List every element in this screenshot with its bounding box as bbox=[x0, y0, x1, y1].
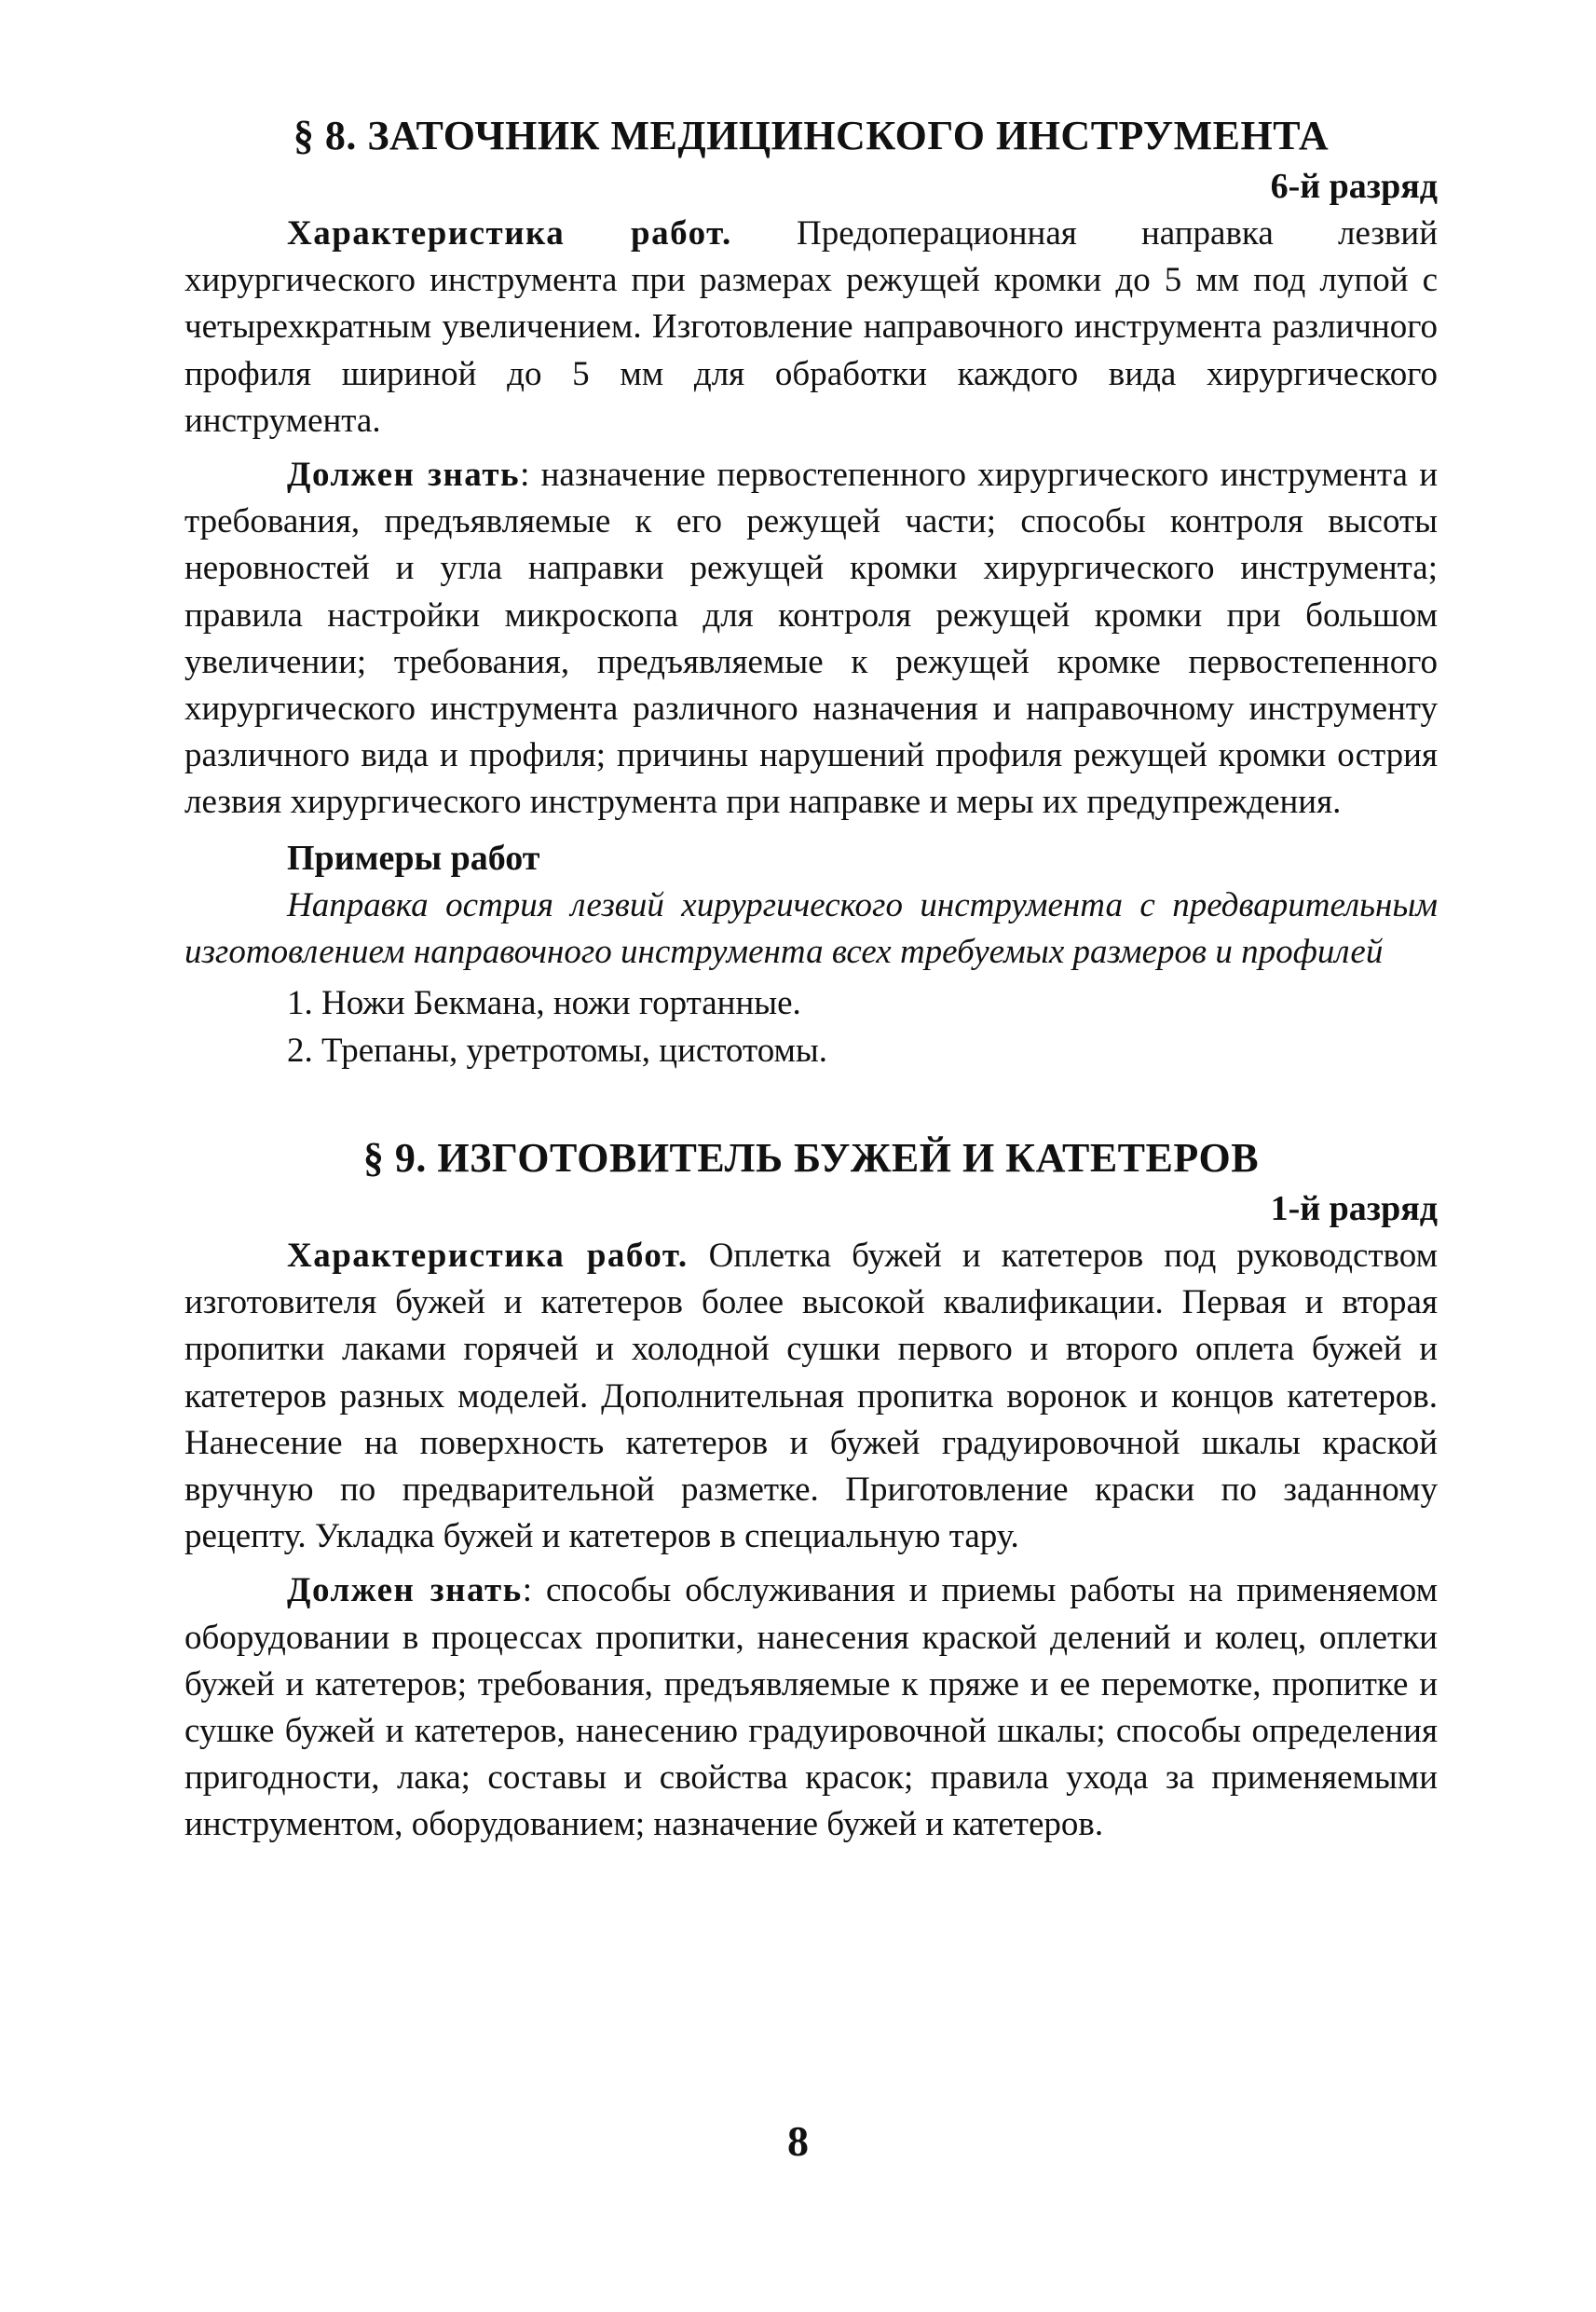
knowledge-label: Должен знать bbox=[287, 1571, 523, 1610]
section-8-knowledge bbox=[184, 452, 1438, 827]
page-number: 8 bbox=[787, 2117, 809, 2165]
section-9-characteristic bbox=[184, 1233, 1438, 1560]
section-9-knowledge bbox=[184, 1567, 1438, 1848]
section-9-title: § 9. ИЗГОТОВИТЕЛЬ БУЖЕЙ И КАТЕТЕРОВ bbox=[362, 1135, 1260, 1182]
section-8-grade: 6-й разряд bbox=[1270, 167, 1438, 206]
examples-intro: Направка острия лезвий хирургического инструмента с предварительным изготовлением направочного инструмента всех требуемых размеров и профилей bbox=[184, 885, 1438, 971]
section-spacer bbox=[184, 1074, 1438, 1132]
document-page bbox=[184, 110, 1438, 1856]
example-item: 1. Ножи Бекмана, ножи гортанные. bbox=[287, 984, 801, 1023]
characteristic-label: Характеристика работ. bbox=[287, 214, 732, 253]
knowledge-text: : способы обслуживания и приемы работы на применяемом оборудовании в процессах пропитки, нанесения краской делений и колец, оплетки бужей и катетеров; требования, предъявляемые к пряже и ее перемотке, пропитке и сушке бужей и катетеров, нанесению градуировочной шкалы; способы определения пригодности, лака; составы и свойства красок; правила ухода за применяемыми инструментом, оборудованием; назначение бужей и катетеров. bbox=[184, 1571, 1439, 1844]
section-8-characteristic bbox=[184, 211, 1438, 445]
examples-title: Примеры работ bbox=[287, 838, 540, 878]
characteristic-text: Предоперационная направка лезвий хирургического инструмента при размерах режущей кромки до 5 мм под лупой с четырехкратным увеличением. Изготовление направочного инструмента различного профиля шириной до 5 мм для обработки каждого вида хирургического инструмента. bbox=[184, 214, 1439, 440]
section-8-title: § 8. ЗАТОЧНИК МЕДИЦИНСКОГО ИНСТРУМЕНТА bbox=[293, 113, 1330, 158]
knowledge-label: Должен знать bbox=[287, 456, 521, 495]
section-9-grade: 1-й разряд bbox=[1270, 1189, 1438, 1229]
characteristic-text: Оплетка бужей и катетеров под руководством изготовителя бужей и катетеров более высокой квалификации. Первая и вторая пропитки лаками горячей и холодной сушки первого и второго оплета бужей и катетеров разных моделей. Дополнительная пропитка воронок и концов катетеров. Нанесение на поверхность катетеров и бужей градуировочной шкалы краской вручную по предварительной разметке. Приготовление краски по заданному рецепту. Укладка бужей и катетеров в специальную тару. bbox=[184, 1237, 1438, 1556]
example-item: 2. Трепаны, уретротомы, цистотомы. bbox=[287, 1032, 828, 1071]
characteristic-label: Характеристика работ. bbox=[287, 1237, 689, 1276]
knowledge-text: : назначение первостепенного хирургического инструмента и требования, предъявляемые к его режущей части; способы контроля высоты неровностей и угла направки режущей кромки хирургического инструмента; правила настройки микроскопа для контроля режущей кромки при большом увеличении; требования, предъявляемые к режущей кромке первостепенного хирургического инструмента различного назначения и направочному инструменту различного вида и профиля; причины нарушений профиля режущей кромки острия лезвия хирургического инструмента при направке и меры их предупреждения. bbox=[184, 456, 1438, 822]
